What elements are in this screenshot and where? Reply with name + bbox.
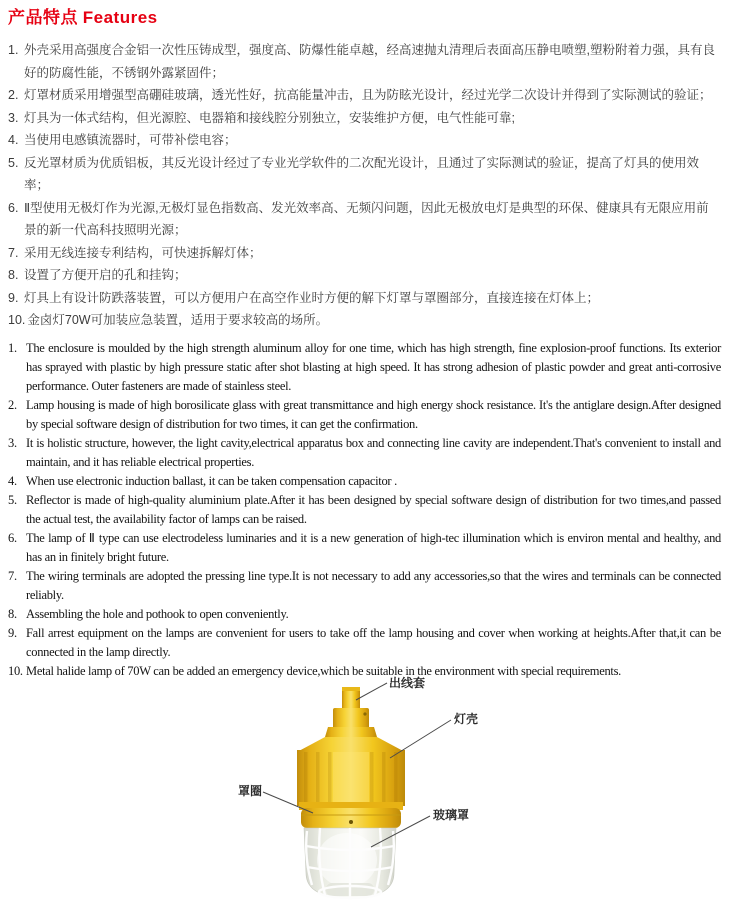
item-text: It is holistic structure, however, the light cavity,electrical apparatus box and connecting line cavity are independent.That's convenient to install and maintain, and it has reliable electrical properties. [26,435,721,469]
item-text: 外壳采用高强度合金铝一次性压铸成型，强度高、防爆性能卓越，经高速抛丸清理后表面高压静电喷塑,塑粉附着力强，具有良好的防腐性能，不锈钢外露紧固件； [24,43,715,80]
product-diagram [225,670,510,905]
cover-ring-part [301,808,401,828]
feature-zh-10 [8,309,721,332]
features-list-chinese [8,39,721,332]
item-number: 7. [8,568,17,583]
feature-en-4 [8,472,721,491]
lamp-glass [304,828,396,898]
label-outlet-sleeve: 出线套 [389,676,426,690]
feature-en-6 [8,529,721,567]
outlet-sleeve-lip [342,687,360,691]
item-number: 4. [8,473,17,488]
feature-zh-3 [8,107,721,130]
item-text: Assembling the hole and pothook to open conveniently. [26,606,289,621]
item-number: 2. [8,88,19,102]
cover-ring-bolt [349,820,353,824]
neck-flange [325,727,377,737]
item-number: 7. [8,245,19,260]
item-text: 反光罩材质为优质铝板，其反光设计经过了专业光学软件的二次配光设计，且通过了实际测试的验证，提高了灯具的使用效率； [24,155,700,192]
feature-en-8 [8,605,721,624]
feature-en-7 [8,567,721,605]
neck-block [333,708,369,730]
item-text: The enclosure is moulded by the high strength aluminum alloy for one time, which has high strength, fine explosion-proof functions. Its exterior has sprayed with plastic by high pressure static after shot blasting at high speed. It has strong adhesion of plastic powder and great anti-corrosive performance. Outer fasteners are made of stainless steel. [26,340,721,393]
housing-front-panel [333,752,369,804]
explosion-proof-lamp-illustration [225,670,510,905]
item-number: 1. [8,340,17,355]
housing-shoulder [297,737,405,752]
feature-en-3 [8,434,721,472]
item-number: 5. [8,155,19,170]
leader-line-lamp-shell [390,720,451,758]
item-number: 3. [8,435,17,450]
item-number: 2. [8,397,17,412]
feature-en-1 [8,339,721,396]
item-text: Reflector is made of high-quality aluminium plate.After it has been designed by special software design of distribution for two times,and passed the actual test, the availability factor of lamps can be raised. [26,492,721,526]
feature-en-2 [8,396,721,434]
item-number: 8. [8,268,19,282]
item-number: 6. [8,530,17,545]
item-number: 9. [8,625,17,640]
item-text: Metal halide lamp of 70W can be added an emergency device,which be suitable in the environment with special requirements. [26,663,621,678]
feature-zh-7 [8,242,721,265]
item-text: Ⅱ型使用无极灯作为光源,无极灯显色指数高、发光效率高、无频闪问题，因此无极放电灯是典型的环保、健康具有无限应用前景的新一代高科技照明光源； [24,200,709,237]
item-text: Lamp housing is made of high borosilicate glass with great transmittance and high energy shock resistance. It's the antiglare design.After designed by special software design of distribution for two times, it can get the confirmation. [26,397,721,431]
item-text: 灯具上有设计防跌落装置，可以方便用户在高空作业时方便的解下灯罩与罩圈部分，直接连接在灯体上； [24,290,600,305]
item-text: Fall arrest equipment on the lamps are convenient for users to take off the lamp housing and cover when working at heights.After that,it can be connected in the lamp directly. [26,625,721,659]
item-text: 灯具为一体式结构，但光源腔、电器箱和接线腔分别独立，安装维护方便，电气性能可靠; [24,110,515,125]
feature-en-9 [8,624,721,662]
item-text: 当使用电感镇流器时，可带补偿电容； [24,133,237,147]
feature-zh-8 [8,264,721,287]
item-number: 5. [8,492,17,507]
item-text: 采用无线连接专利结构，可快速拆解灯体； [24,245,262,260]
feature-zh-1 [8,39,721,84]
feature-zh-2 [8,84,721,107]
page-title [8,8,721,28]
label-cover-ring: 罩圈 [238,784,263,798]
label-lamp-shell: 灯壳 [454,712,479,726]
label-glass-cover: 玻璃罩 [433,808,470,822]
item-text: When use electronic induction ballast, it can be taken compensation capacitor . [26,473,397,488]
features-list-english [8,339,721,681]
item-number: 6. [8,200,19,215]
item-number: 9. [8,290,19,305]
leader-line-outlet-sleeve [356,683,387,700]
glass-glow [317,833,377,887]
feature-zh-4 [8,129,721,152]
item-text: 金卤灯70W可加装应急装置，适用于要求较高的场所。 [27,313,329,327]
page-title-chinese: 产品特点 [8,8,78,27]
feature-zh-6 [8,197,721,242]
item-text: The wiring terminals are adopted the pressing line type.It is not necessary to add any accessories,so that the wires and terminals can be connected reliably. [26,568,721,602]
neck-screw [363,712,366,715]
item-text: The lamp of Ⅱ type can use electrodeless luminaries and it is a new generation of high-tec illumination which is environ mental and healthy, and has an in finitely bright future. [26,530,721,564]
item-text: 灯罩材质采用增强型高硼硅玻璃，透光性好，抗高能量冲击，且为防眩光设计，经过光学二次设计并得到了实际测试的验证； [24,88,712,102]
item-number: 8. [8,606,17,621]
feature-en-5 [8,491,721,529]
item-number: 4. [8,133,19,147]
page-title-english: Features [82,8,158,27]
item-text: 设置了方便开启的孔和挂钩； [24,268,187,282]
feature-zh-5 [8,152,721,197]
feature-zh-9 [8,287,721,310]
lamp-body [297,687,405,828]
item-number: 10. [8,663,23,678]
item-number: 10. [8,313,26,327]
item-number: 3. [8,110,19,125]
item-number: 1. [8,43,19,57]
